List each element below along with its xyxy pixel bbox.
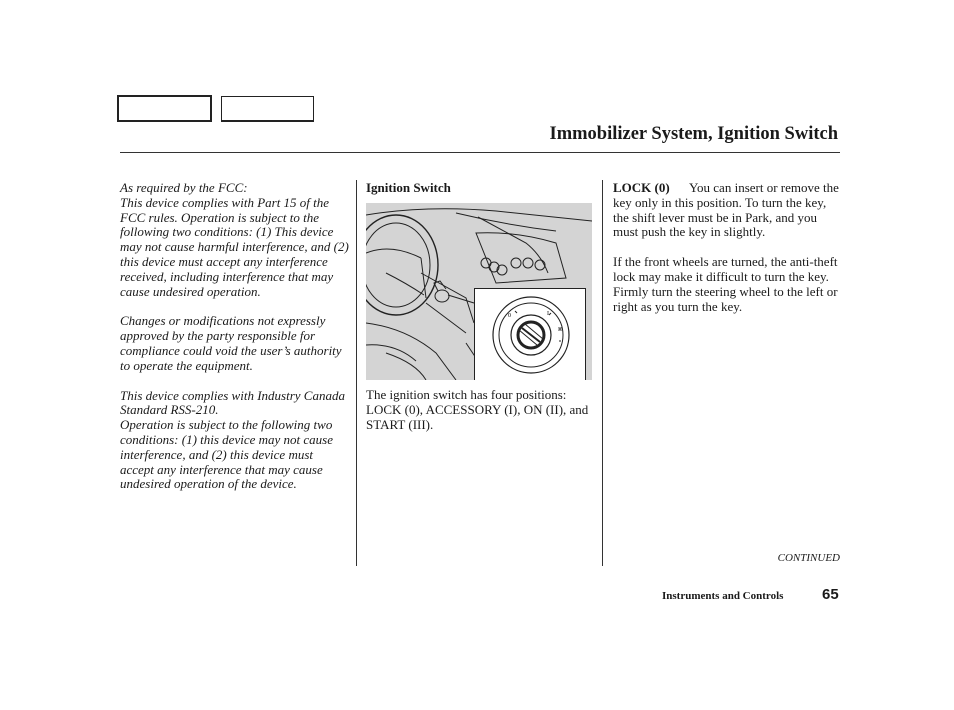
fcc-intro: As required by the FCC: bbox=[120, 180, 248, 195]
ignition-positions-text: The ignition switch has four positions: LOCK (0), ACCESSORY (I), ON (II), and START (III). bbox=[366, 387, 589, 432]
front-wheels-text: If the front wheels are turned, the anti-theft lock may make it difficult to turn the key. Firmly turn the steering wheel to the left or right as you turn the key. bbox=[613, 254, 838, 314]
lock-position-column bbox=[613, 181, 839, 314]
column-divider-1 bbox=[356, 180, 357, 566]
nav-tab-box-1[interactable] bbox=[118, 96, 211, 121]
continued-label: CONTINUED bbox=[777, 552, 840, 564]
title-divider bbox=[120, 152, 840, 153]
lock-heading: LOCK (0) bbox=[613, 180, 670, 195]
industry-canada-conditions: Operation is subject to the following two conditions: (1) this device may not cause interference, and (2) this device must accept any interference that may cause undesired operation of the device. bbox=[120, 417, 333, 492]
fcc-part15-text: This device complies with Part 15 of the FCC rules. Operation is subject to the following two conditions: (1) This device may not cause harmful interference, and (2) this device must accept any interference received, including interference that may cause undesired operation. bbox=[120, 194, 349, 299]
accessory-I-label: I bbox=[547, 311, 549, 317]
lock-text: You can insert or remove the key only in this position. To turn the key, the shift lever must be in Park, and you must push the key in slightly. bbox=[613, 180, 839, 240]
nav-tab-box-2[interactable] bbox=[221, 96, 314, 122]
on-II-label: II bbox=[558, 327, 562, 333]
page-number: 65 bbox=[822, 586, 839, 603]
ignition-switch-closeup bbox=[474, 288, 586, 380]
ignition-switch-heading: Ignition Switch bbox=[366, 180, 451, 195]
column-divider-2 bbox=[602, 180, 603, 566]
ignition-switch-column bbox=[366, 181, 594, 196]
page-title: Immobilizer System, Ignition Switch bbox=[549, 124, 838, 144]
fcc-notice-column bbox=[120, 181, 350, 492]
footer-section-title: Instruments and Controls bbox=[662, 590, 784, 602]
lock-paragraph bbox=[613, 181, 839, 240]
lock-0-label: 0 bbox=[508, 313, 511, 319]
fcc-modifications-text: Changes or modifications not expressly approved by the party responsible for compliance could void the user’s authority to operate the equipment. bbox=[120, 313, 342, 373]
ignition-positions-block bbox=[366, 388, 594, 432]
industry-canada-text: This device complies with Industry Canada Standard RSS-210. bbox=[120, 387, 345, 418]
ignition-switch-illustration bbox=[366, 203, 592, 380]
ignition-key-cylinder-icon bbox=[475, 289, 585, 380]
